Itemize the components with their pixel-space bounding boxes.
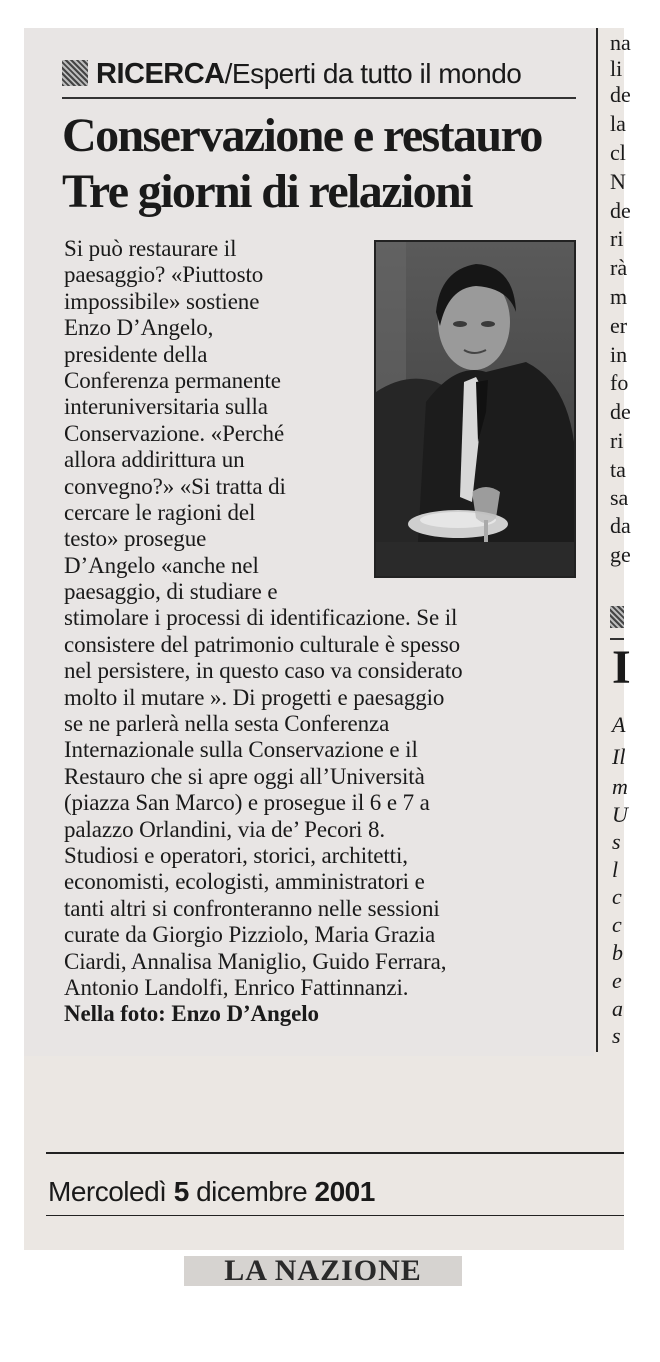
headline-line-2: Tre giorni di relazioni xyxy=(62,165,472,218)
adjacent-italic-fragment: c xyxy=(612,912,622,937)
article-line: Restauro che si apre oggi all’Università xyxy=(64,763,425,789)
article-line: presidente della xyxy=(64,341,208,367)
adjacent-column-fragment: in xyxy=(610,342,628,367)
adjacent-italic-fragment: a xyxy=(612,996,623,1021)
adjacent-column-fragment: de xyxy=(610,198,631,223)
article-line: molto il mutare ». Di progetti e paesaggio xyxy=(64,684,445,710)
footer-rule-top xyxy=(46,1152,624,1154)
article-body xyxy=(64,236,584,1028)
adjacent-column-fragment: N xyxy=(610,169,626,194)
adjacent-column-fragment: de xyxy=(610,82,631,107)
masthead-title: LA NAZIONE xyxy=(224,1254,422,1287)
adjacent-column-fragment: ge xyxy=(610,542,631,567)
publication-date xyxy=(48,1176,375,1208)
adjacent-column-fragment: ri xyxy=(610,226,624,251)
adjacent-italic-fragment: s xyxy=(612,829,621,854)
date-month: dicembre xyxy=(196,1176,308,1207)
kicker-subtitle: Esperti da tutto il mondo xyxy=(231,58,522,89)
article-line: paesaggio? «Piuttosto xyxy=(64,262,264,288)
adjacent-column-fragment: li xyxy=(610,56,623,81)
adjacent-italic-fragment: l xyxy=(612,857,619,882)
section-marker-icon xyxy=(62,60,88,86)
photo-caption: Nella foto: Enzo D’Angelo xyxy=(64,1001,319,1027)
adjacent-column-fragment: rà xyxy=(610,255,628,280)
adjacent-column-fragment: la xyxy=(610,111,626,136)
article-line: Studiosi e operatori, storici, architetti, xyxy=(64,842,408,868)
adjacent-column-fragment: m xyxy=(610,284,628,309)
date-year: 2001 xyxy=(314,1176,375,1207)
article-line: curate da Giorgio Pizziolo, Maria Grazia xyxy=(64,922,436,948)
article-line: allora addirittura un xyxy=(64,447,245,473)
adjacent-italic-fragment: U xyxy=(612,802,628,827)
date-day: 5 xyxy=(173,1176,189,1207)
article-line: se ne parlerà nella sesta Conferenza xyxy=(64,711,390,737)
adjacent-italic-fragment: m xyxy=(612,774,628,799)
article-line: stimolare i processi di identificazione. Se il xyxy=(64,605,458,631)
article-line: tanti altri si confronteranno nelle sessioni xyxy=(64,895,440,921)
article-line: Antonio Landolfi, Enrico Fattinnanzi. xyxy=(64,974,409,1000)
adjacent-italic-fragment: b xyxy=(612,940,623,965)
article-line: impossibile» sostiene xyxy=(64,288,260,314)
article-line: paesaggio, di studiare e xyxy=(64,579,278,605)
adjacent-section-marker-icon xyxy=(610,606,624,628)
adjacent-column-fragment: er xyxy=(610,313,628,338)
article-line: palazzo Orlandini, via de’ Pecori 8. xyxy=(64,816,386,842)
adjacent-italic-fragment: c xyxy=(612,884,622,909)
article-line: (piazza San Marco) e prosegue il 6 e 7 a xyxy=(64,790,430,816)
article-line: Si può restaurare il xyxy=(64,236,237,261)
adjacent-headline-fragment: I xyxy=(612,641,631,694)
footer-rule-bottom xyxy=(46,1215,624,1216)
adjacent-italic-fragment: e xyxy=(612,968,622,993)
article-headline xyxy=(62,108,582,220)
section-kicker xyxy=(62,58,582,98)
article-line: Ciardi, Annalisa Maniglio, Guido Ferrara, xyxy=(64,948,447,974)
adjacent-column-fragment: da xyxy=(610,513,631,538)
article-line: Internazionale sulla Conservazione e il xyxy=(64,737,418,763)
article-line: interuniversitaria sulla xyxy=(64,394,268,420)
adjacent-italic-fragment: s xyxy=(612,1023,621,1048)
adjacent-column-fragment: ta xyxy=(610,457,626,482)
section-name: RICERCA xyxy=(96,58,225,90)
adjacent-column-fragment: ri xyxy=(610,428,624,453)
article-line: testo» prosegue xyxy=(64,526,207,552)
article-line: consistere del patrimonio culturale è spesso xyxy=(64,631,461,657)
headline-line-1: Conservazione e restauro xyxy=(62,109,542,162)
adjacent-column-fragment: de xyxy=(610,399,631,424)
adjacent-column-fragment: sa xyxy=(610,485,629,510)
adjacent-column-fragment: fo xyxy=(610,370,629,395)
article-line: D’Angelo «anche nel xyxy=(64,552,259,578)
article-line: economisti, ecologisti, amministratori e xyxy=(64,869,425,895)
adjacent-column-fragment: na xyxy=(610,30,631,55)
article-line: Conferenza permanente xyxy=(64,367,281,393)
article-line: cercare le ragioni del xyxy=(64,499,256,525)
article-line: convegno?» «Si tratta di xyxy=(64,473,286,499)
adjacent-italic-fragment: A xyxy=(612,712,626,737)
article-line: Conservazione. «Perché xyxy=(64,420,285,446)
adjacent-italic-fragment: Il xyxy=(612,744,626,769)
date-weekday: Mercoledì xyxy=(48,1176,167,1207)
kicker-separator: / xyxy=(224,58,232,89)
article-line: Enzo D’Angelo, xyxy=(64,315,214,341)
kicker-rule xyxy=(62,97,576,99)
adjacent-column-fragment: cl xyxy=(610,140,626,165)
column-divider xyxy=(596,28,598,1052)
newspaper-masthead xyxy=(184,1256,462,1286)
article-line: nel persistere, in questo caso va considerato xyxy=(64,658,463,684)
